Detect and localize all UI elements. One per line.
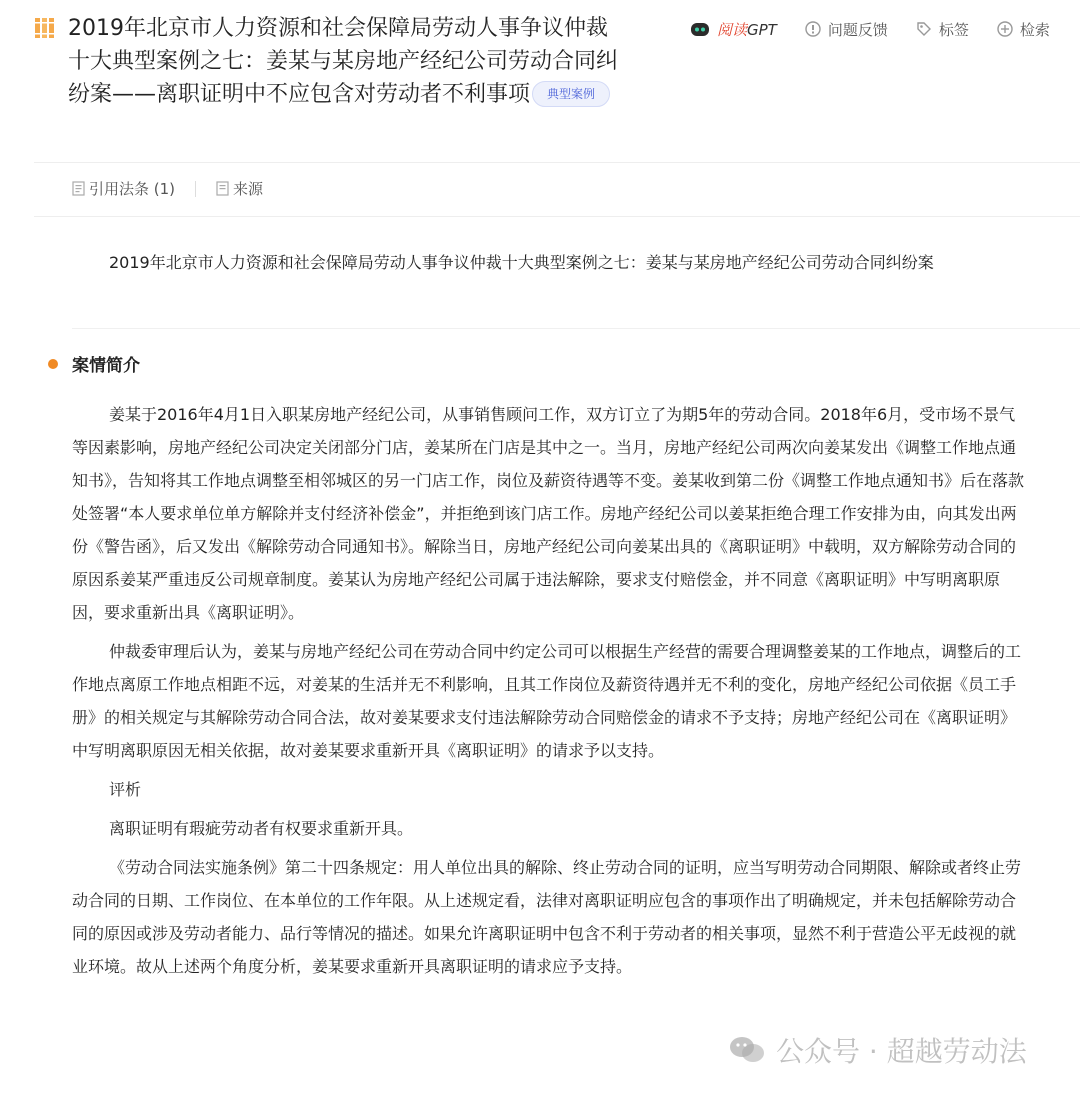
bullet-dot-icon bbox=[48, 359, 58, 369]
gpt-prefix: 阅读 bbox=[717, 20, 748, 39]
source-tab[interactable] bbox=[216, 178, 263, 199]
tags-button[interactable] bbox=[916, 19, 969, 40]
divider bbox=[34, 162, 1080, 163]
document-icon bbox=[72, 181, 85, 196]
case-type-badge[interactable]: 典型案例 bbox=[532, 81, 610, 107]
tags-label: 标签 bbox=[938, 20, 969, 39]
case-paragraph: 《劳动合同法实施条例》第二十四条规定：用人单位出具的解除、终止劳动合同的证明，应当写明劳动合同期限、解除或者终止劳动合同的日期、工作岗位、在本单位的工作年限。从上述规定看，法律对离职证明应包含的事项作出了明确规定，并未包括解除劳动合同的原因或涉及劳动者能力、品行等情况的描述。如果允许离职证明中包含不利于劳动者的相关事项，显然不利于营造公平无歧视的就业环境。故从上述两个角度分析，姜某要求重新开具离职证明的请求应予支持。 bbox=[72, 858, 1022, 976]
wechat-icon bbox=[728, 1034, 766, 1066]
case-paragraph: 离职证明有瑕疵劳动者有权要求重新开具。 bbox=[109, 819, 414, 838]
page-title bbox=[68, 12, 628, 111]
case-paragraph: 仲裁委审理后认为，姜某与房地产经纪公司在劳动合同中约定公司可以根据生产经营的需要合理调整姜某的工作地点，调整后的工作地点离原工作地点相距不远，对姜某的生活并无不利影响，且其工作岗位及薪资待遇并无不利的变化，房地产经纪公司依据《员工手册》的相关规定与其解除劳动合同合法，故对姜某要求支付违法解除劳动合同赔偿金的请求不予支持；房地产经纪公司在《离职证明》中写明离职原因无相关依据，故对姜某要求重新开具《离职证明》的请求予以支持。 bbox=[72, 642, 1022, 760]
case-body bbox=[72, 398, 1028, 989]
section-heading bbox=[48, 351, 140, 376]
feedback-button[interactable] bbox=[805, 19, 888, 40]
watermark bbox=[728, 1030, 1027, 1070]
source-label: 来源 bbox=[233, 180, 264, 198]
header bbox=[0, 0, 1080, 160]
book-shelf-icon bbox=[34, 16, 56, 40]
read-gpt-button[interactable] bbox=[690, 19, 777, 40]
feedback-label: 问题反馈 bbox=[827, 20, 888, 39]
tag-icon bbox=[916, 21, 932, 37]
retrieve-button[interactable] bbox=[997, 19, 1050, 40]
page-title-text: 2019年北京市人力资源和社会保障局劳动人事争议仲裁十大典型案例之七：姜某与某房地产经纪公司劳动合同纠纷案——离职证明中不应包含对劳动者不利事项 bbox=[68, 16, 619, 107]
source-icon bbox=[216, 181, 229, 196]
retrieve-label: 检索 bbox=[1019, 20, 1050, 39]
gpt-robot-icon bbox=[690, 20, 710, 38]
subtabs bbox=[72, 178, 263, 199]
cited-laws-label: 引用法条 (1) bbox=[89, 180, 176, 198]
cited-laws-tab[interactable] bbox=[72, 178, 175, 199]
intro-paragraph: 2019年北京市人力资源和社会保障局劳动人事争议仲裁十大典型案例之七：姜某与某房地产经纪公司劳动合同纠纷案 bbox=[109, 253, 934, 272]
case-paragraph: 评析 bbox=[109, 780, 142, 799]
watermark-text: 公众号 · 超越劳动法 bbox=[776, 1035, 1027, 1068]
case-paragraph: 姜某于2016年4月1日入职某房地产经纪公司，从事销售顾问工作，双方订立了为期5年的劳动合同。2018年6月，受市场不景气等因素影响，房地产经纪公司决定关闭部分门店，姜某所在门店是其中之一。当月，房地产经纪公司两次向姜某发出《调整工作地点通知书》，告知将其工作地点调整至相邻城区的另一门店工作，岗位及薪资待遇等不变。姜某收到第二份《调整工作地点通知书》后在落款处签署“本人要求单位单方解除并支付经济补偿金”，并拒绝到该门店工作。房地产经纪公司以姜某拒绝合理工作安排为由，向其发出两份《警告函》，后又发出《解除劳动合同通知书》。解除当日，房地产经纪公司向姜某出具的《离职证明》中载明，双方解除劳动合同的原因系姜某严重违反公司规章制度。姜某认为房地产经纪公司属于违法解除，要求支付赔偿金，并不同意《离职证明》中写明离职原因，要求重新出具《离职证明》。 bbox=[72, 405, 1025, 622]
toolbar bbox=[690, 16, 1078, 42]
feedback-icon bbox=[805, 21, 821, 37]
tab-separator bbox=[195, 181, 196, 197]
section-heading-text: 案情简介 bbox=[72, 356, 140, 376]
plus-circle-icon bbox=[997, 21, 1013, 37]
gpt-suffix: GPT bbox=[747, 20, 777, 39]
divider bbox=[72, 328, 1080, 329]
divider bbox=[34, 216, 1080, 217]
